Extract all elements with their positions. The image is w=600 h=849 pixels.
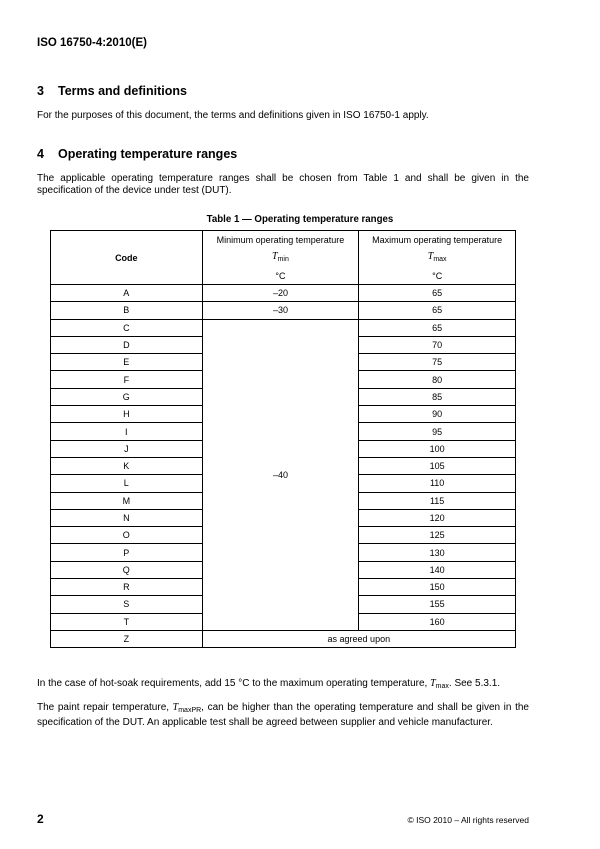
max-cell: 85 [359, 388, 516, 405]
code-cell: I [51, 423, 203, 440]
max-cell: 100 [359, 440, 516, 457]
min-cell: –30 [202, 302, 359, 319]
section-3-heading [37, 84, 187, 98]
table-row [51, 302, 516, 319]
min-unit: °C [275, 270, 286, 281]
max-cell: 140 [359, 561, 516, 578]
max-unit: °C [432, 270, 443, 281]
code-cell: T [51, 613, 203, 630]
table-caption: Table 1 — Operating temperature ranges [206, 214, 394, 225]
max-symbol: $T_{max}$ [427, 250, 447, 263]
section-3-text: For the purposes of this document, the terms and definitions given in ISO 16750-1 apply. [37, 110, 429, 121]
max-cell: 80 [359, 371, 516, 388]
code-cell: L [51, 475, 203, 492]
table-header-row [51, 231, 516, 285]
code-cell: J [51, 440, 203, 457]
code-cell: Z [51, 630, 203, 647]
code-cell: K [51, 457, 203, 474]
code-cell: M [51, 492, 203, 509]
max-cell: 65 [359, 285, 516, 302]
code-cell: A [51, 285, 203, 302]
max-cell: 110 [359, 475, 516, 492]
code-cell: F [51, 371, 203, 388]
max-column-header [359, 231, 516, 285]
section-4-text: The applicable operating temperature ranges shall be chosen from Table 1 and shall be given in the specification of the device under test (DUT). [37, 173, 529, 196]
max-cell: 90 [359, 406, 516, 423]
code-cell: B [51, 302, 203, 319]
max-cell: 65 [359, 302, 516, 319]
max-cell: 115 [359, 492, 516, 509]
min-column-header [202, 231, 359, 285]
code-cell: G [51, 388, 203, 405]
code-cell: Q [51, 561, 203, 578]
table-row [51, 285, 516, 302]
code-cell: N [51, 509, 203, 526]
section-4-title: Operating temperature ranges [58, 147, 238, 161]
max-cell: 75 [359, 354, 516, 371]
page-number: 2 [37, 812, 44, 826]
code-column-header: Code [51, 231, 203, 285]
hot-soak-paragraph: In the case of hot-soak requirements, add 15 °C to the maximum operating temperature, $T_{max}$. See 5.3.1. [37, 678, 501, 690]
code-cell: E [51, 354, 203, 371]
max-cell: 70 [359, 336, 516, 353]
max-cell: 65 [359, 319, 516, 336]
code-cell: S [51, 596, 203, 613]
max-cell: 120 [359, 509, 516, 526]
min-column-title: Minimum operating temperature [216, 234, 345, 245]
max-column-title: Maximum operating temperature [372, 234, 503, 245]
code-cell: D [51, 336, 203, 353]
section-4-heading [37, 147, 237, 161]
code-cell: R [51, 579, 203, 596]
max-cell: 150 [359, 579, 516, 596]
operating-temperature-table [50, 230, 516, 648]
code-cell: P [51, 544, 203, 561]
table-row-z [51, 630, 516, 647]
min-symbol: $T_{min}$ [272, 250, 289, 263]
section-4-number: 4 [37, 147, 44, 161]
max-cell: 125 [359, 527, 516, 544]
section-3-number: 3 [37, 84, 44, 98]
copyright-notice: © ISO 2010 – All rights reserved [407, 815, 529, 825]
section-3-title: Terms and definitions [58, 84, 187, 98]
as-agreed-cell: as agreed upon [202, 630, 515, 647]
min-merged-cell: –40 [202, 319, 359, 630]
code-cell: C [51, 319, 203, 336]
max-cell: 160 [359, 613, 516, 630]
document-id-header: ISO 16750-4:2010(E) [37, 37, 147, 49]
max-cell: 105 [359, 457, 516, 474]
code-cell: O [51, 527, 203, 544]
max-cell: 95 [359, 423, 516, 440]
max-cell: 155 [359, 596, 516, 613]
code-cell: H [51, 406, 203, 423]
max-cell: 130 [359, 544, 516, 561]
paint-repair-paragraph: The paint repair temperature, $T_{maxPR}$, can be higher than the operating temperature and shall be given in the specification of the DUT. An applicable test shall be agreed between supplier and vehicle manufacturer. [37, 702, 529, 728]
table-row [51, 319, 516, 336]
min-cell: –20 [202, 285, 359, 302]
